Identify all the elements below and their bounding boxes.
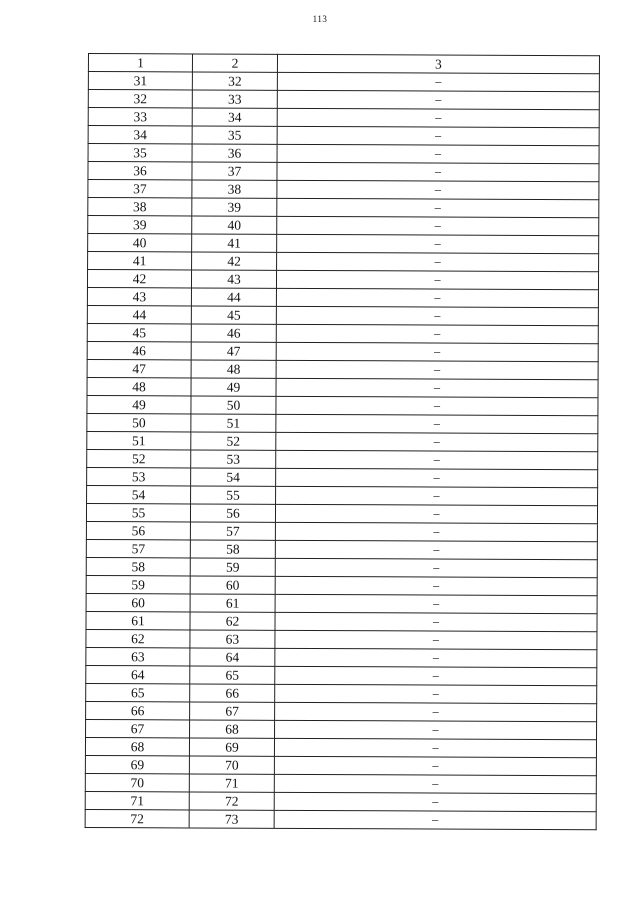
table-cell-col-1: 43: [87, 287, 191, 305]
table-cell-col-3: –: [276, 378, 598, 397]
table-cell-col-3: –: [275, 648, 597, 667]
table-cell-col-3: –: [276, 360, 598, 379]
data-table: [85, 53, 600, 830]
table-cell-col-3: –: [274, 774, 596, 793]
table-cell-col-3: –: [277, 90, 599, 109]
table-cell-col-2: 63: [190, 630, 275, 648]
table-cell-col-2: 44: [191, 288, 276, 306]
table-row: [86, 629, 597, 649]
table-cell-col-3: –: [276, 324, 598, 343]
table-row: [87, 305, 598, 325]
table-row: [86, 539, 597, 559]
table-cell-col-3: –: [276, 306, 598, 325]
table-cell-col-2: 69: [189, 738, 274, 756]
table-cell-col-1: 69: [85, 755, 189, 773]
table-cell-col-2: 38: [192, 180, 277, 198]
table-row: [86, 557, 597, 577]
table-cell-col-1: 51: [87, 431, 191, 449]
table-row: [86, 701, 597, 721]
table-row: [88, 90, 599, 110]
table-cell-col-2: 73: [189, 810, 274, 828]
table-cell-col-3: –: [275, 612, 597, 631]
table-cell-col-1: 58: [86, 557, 190, 575]
table-row: [88, 162, 599, 182]
table-row: [85, 755, 596, 775]
table-cell-col-1: 31: [88, 72, 192, 90]
table-row: [85, 809, 596, 829]
table-row: [87, 431, 598, 451]
table-cell-col-2: 37: [192, 162, 277, 180]
table-cell-col-3: –: [277, 144, 599, 163]
table-cell-col-1: 50: [87, 413, 191, 431]
table-cell-col-3: –: [275, 504, 597, 523]
table-cell-col-3: –: [276, 468, 598, 487]
table-row: [87, 287, 598, 307]
table-row: [87, 377, 598, 397]
table-cell-col-1: 65: [86, 683, 190, 701]
table-cell-col-1: 64: [86, 665, 190, 683]
table-cell-col-3: –: [274, 810, 596, 829]
table-row: [88, 108, 599, 128]
table-body: [85, 72, 599, 830]
table-cell-col-3: –: [274, 756, 596, 775]
table-cell-col-1: 38: [88, 198, 192, 216]
table-cell-col-2: 60: [190, 576, 275, 594]
table-row: [88, 180, 599, 200]
table-row: [87, 341, 598, 361]
table-header: [88, 54, 599, 74]
table-cell-col-1: 52: [87, 449, 191, 467]
table-row: [88, 198, 599, 218]
table-cell-col-2: 71: [189, 774, 274, 792]
table-row: [86, 719, 597, 739]
table-cell-col-1: 45: [87, 323, 191, 341]
table-cell-col-3: –: [274, 738, 596, 757]
table-cell-col-2: 61: [190, 594, 275, 612]
table-cell-col-2: 54: [191, 468, 276, 486]
column-header-3: 3: [277, 54, 599, 73]
table-cell-col-2: 35: [192, 126, 277, 144]
table-cell-col-1: 67: [86, 719, 190, 737]
table-cell-col-3: –: [275, 522, 597, 541]
table-cell-col-2: 36: [192, 144, 277, 162]
table-row: [86, 665, 597, 685]
table-cell-col-2: 70: [189, 756, 274, 774]
table-row: [86, 647, 597, 667]
table-cell-col-1: 63: [86, 647, 190, 665]
table-cell-col-1: 60: [86, 593, 190, 611]
table-row: [85, 737, 596, 757]
table-cell-col-2: 49: [191, 378, 276, 396]
table-cell-col-2: 41: [192, 234, 277, 252]
table-cell-col-3: –: [276, 288, 598, 307]
table-cell-col-3: –: [277, 72, 599, 91]
table-cell-col-1: 59: [86, 575, 190, 593]
table-cell-col-1: 70: [85, 773, 189, 791]
table-row: [86, 593, 597, 613]
table-cell-col-2: 56: [190, 504, 275, 522]
table-cell-col-3: –: [276, 414, 598, 433]
table-cell-col-1: 36: [88, 162, 192, 180]
table-cell-col-2: 39: [192, 198, 277, 216]
table-cell-col-1: 44: [87, 305, 191, 323]
table-cell-col-1: 48: [87, 377, 191, 395]
table-cell-col-2: 55: [191, 486, 276, 504]
table-cell-col-2: 40: [192, 216, 277, 234]
table-cell-col-1: 55: [86, 503, 190, 521]
table-cell-col-2: 57: [190, 522, 275, 540]
table-cell-col-3: –: [277, 198, 599, 217]
table-row: [87, 449, 598, 469]
table-row: [88, 234, 599, 254]
table-cell-col-2: 48: [191, 360, 276, 378]
table-cell-col-1: 53: [87, 467, 191, 485]
table-cell-col-2: 66: [190, 684, 275, 702]
table-row: [87, 323, 598, 343]
column-header-1: 1: [88, 54, 192, 72]
table-row: [88, 144, 599, 164]
table-row: [87, 467, 598, 487]
table-cell-col-3: –: [274, 792, 596, 811]
table-cell-col-2: 47: [191, 342, 276, 360]
table-cell-col-3: –: [276, 432, 598, 451]
table-cell-col-2: 34: [192, 108, 277, 126]
table-row: [86, 503, 597, 523]
table-cell-col-2: 32: [192, 72, 277, 90]
table-row: [86, 521, 597, 541]
table-row: [87, 485, 598, 505]
table-row: [85, 773, 596, 793]
table-cell-col-1: 32: [88, 90, 192, 108]
table-cell-col-3: –: [277, 162, 599, 181]
table-cell-col-1: 71: [85, 791, 189, 809]
table-cell-col-1: 47: [87, 359, 191, 377]
table-cell-col-1: 33: [88, 108, 192, 126]
table-cell-col-3: –: [276, 342, 598, 361]
table-cell-col-3: –: [277, 180, 599, 199]
table-cell-col-2: 45: [191, 306, 276, 324]
table-cell-col-3: –: [276, 270, 598, 289]
table-cell-col-2: 59: [190, 558, 275, 576]
table-cell-col-1: 39: [88, 216, 192, 234]
table-cell-col-2: 72: [189, 792, 274, 810]
table-cell-col-1: 68: [85, 737, 189, 755]
page-number: 113: [312, 14, 328, 24]
table-cell-col-1: 62: [86, 629, 190, 647]
table-row: [88, 252, 599, 272]
table-cell-col-3: –: [275, 702, 597, 721]
table-cell-col-2: 64: [190, 648, 275, 666]
table-row: [88, 216, 599, 236]
table-row: [87, 413, 598, 433]
table-cell-col-2: 33: [192, 90, 277, 108]
table-row: [88, 72, 599, 92]
table-cell-col-3: –: [276, 486, 598, 505]
table-cell-col-3: –: [275, 666, 597, 685]
table-row: [86, 611, 597, 631]
table-cell-col-1: 37: [88, 180, 192, 198]
table-cell-col-3: –: [276, 450, 598, 469]
table-cell-col-3: –: [275, 684, 597, 703]
table-cell-col-3: –: [275, 630, 597, 649]
table-row: [87, 270, 598, 290]
table-cell-col-3: –: [276, 396, 598, 415]
table-cell-col-1: 61: [86, 611, 190, 629]
table-cell-col-1: 40: [88, 234, 192, 252]
table-row: [85, 791, 596, 811]
table-cell-col-3: –: [275, 576, 597, 595]
table-row: [86, 575, 597, 595]
table-cell-col-3: –: [277, 216, 599, 235]
table-cell-col-3: –: [277, 234, 599, 253]
table-cell-col-2: 42: [192, 252, 277, 270]
table-cell-col-1: 34: [88, 126, 192, 144]
table-cell-col-3: –: [275, 720, 597, 739]
table-cell-col-1: 49: [87, 395, 191, 413]
table-cell-col-2: 51: [191, 414, 276, 432]
table-cell-col-2: 58: [190, 540, 275, 558]
table-cell-col-1: 35: [88, 144, 192, 162]
table-cell-col-2: 52: [191, 432, 276, 450]
table-cell-col-1: 66: [86, 701, 190, 719]
table-row: [88, 126, 599, 146]
table-row: [87, 395, 598, 415]
table-cell-col-2: 68: [190, 720, 275, 738]
table-cell-col-1: 57: [86, 539, 190, 557]
table-cell-col-3: –: [277, 252, 599, 271]
table-cell-col-2: 50: [191, 396, 276, 414]
table-row: [86, 683, 597, 703]
header-row: [88, 54, 599, 74]
table-cell-col-3: –: [275, 540, 597, 559]
column-header-2: 2: [192, 54, 277, 72]
table-cell-col-1: 46: [87, 341, 191, 359]
table-cell-col-2: 62: [190, 612, 275, 630]
table-cell-col-2: 46: [191, 324, 276, 342]
table-cell-col-1: 54: [87, 485, 191, 503]
table-cell-col-3: –: [277, 108, 599, 127]
table-cell-col-3: –: [275, 558, 597, 577]
table-cell-col-1: 41: [88, 252, 192, 270]
table-cell-col-2: 65: [190, 666, 275, 684]
table-cell-col-3: –: [275, 594, 597, 613]
table-cell-col-2: 53: [191, 450, 276, 468]
table-cell-col-1: 72: [85, 809, 189, 827]
table-cell-col-1: 56: [86, 521, 190, 539]
table-cell-col-2: 43: [191, 270, 276, 288]
table-cell-col-1: 42: [87, 270, 191, 288]
table-cell-col-2: 67: [190, 702, 275, 720]
table-row: [87, 359, 598, 379]
table-cell-col-3: –: [277, 126, 599, 145]
